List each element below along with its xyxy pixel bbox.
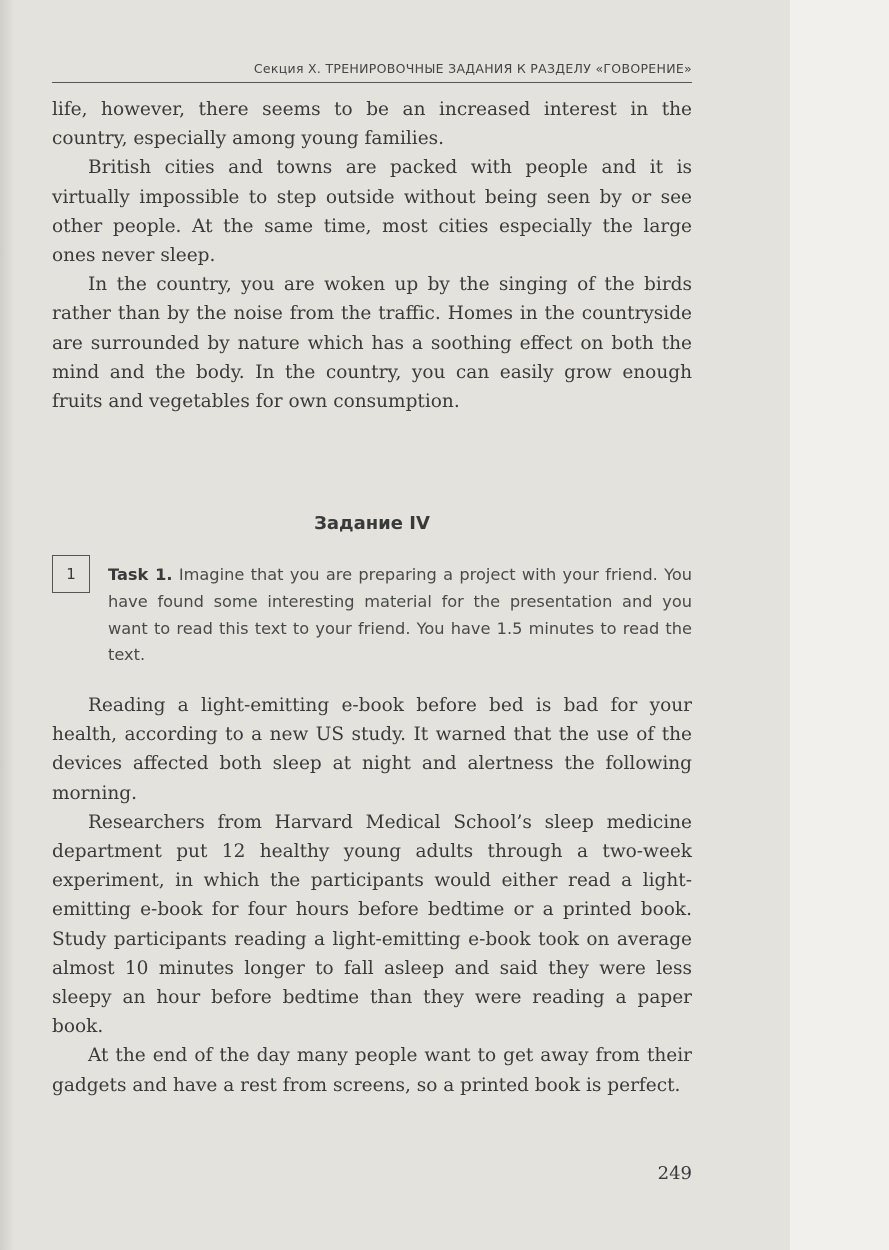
task-description: Imagine that you are preparing a project with your friend. You have found some interesting material for the presentation and you want to read this text to your friend. You have 1.5 minutes to read the text.: [108, 565, 692, 665]
task-instructions: [108, 562, 692, 669]
paragraph-continuation: life, however, there seems to be an increased interest in the country, especially among young families.: [52, 99, 692, 150]
section-title: Задание IV: [314, 513, 430, 534]
task-label: Task 1.: [108, 565, 173, 584]
binding-shadow: [0, 0, 14, 1250]
paragraph-conclusion: At the end of the day many people want to get away from their gadgets and have a rest from screens, so a printed book is perfect.: [52, 1045, 692, 1096]
task-number-box: 1: [52, 555, 90, 593]
paragraph-researchers: Researchers from Harvard Medical School’s sleep medicine department put 12 healthy young adults through a two-week experiment, in which the participants would either read a light-emitting e-book for four hours before bedtime or a printed book. Study participants reading a light-emitting e-book took on average almost 10 minutes longer to fall asleep and said they were less sleepy an hour before bedtime than they were reading a paper book.: [52, 811, 692, 1038]
paragraph-ebook-study: Reading a light-emitting e-book before bed is bad for your health, according to a new US study. It warned that the use of the devices affected both sleep at night and alertness the following morning.: [52, 695, 692, 804]
continued-text-block: [52, 95, 692, 416]
reading-text-block: [52, 691, 692, 1100]
header-rule: [52, 82, 692, 83]
paragraph-cities: British cities and towns are packed with people and it is virtually impossible to step outside without being seen by or see other people. At the same time, most cities especially the large ones never sleep.: [52, 157, 692, 267]
page-edge-margin: [790, 0, 889, 1250]
running-head: Секция X. ТРЕНИРОВОЧНЫЕ ЗАДАНИЯ К РАЗДЕЛУ «ГОВОРЕНИЕ»: [253, 61, 692, 76]
paragraph-country: In the country, you are woken up by the singing of the birds rather than by the noise from the traffic. Homes in the countryside are surrounded by nature which has a soothing effect on both the mind and the body. In the country, you can easily grow enough fruits and vegetables for own consumption.: [52, 274, 692, 413]
page-number: 249: [657, 1163, 692, 1184]
